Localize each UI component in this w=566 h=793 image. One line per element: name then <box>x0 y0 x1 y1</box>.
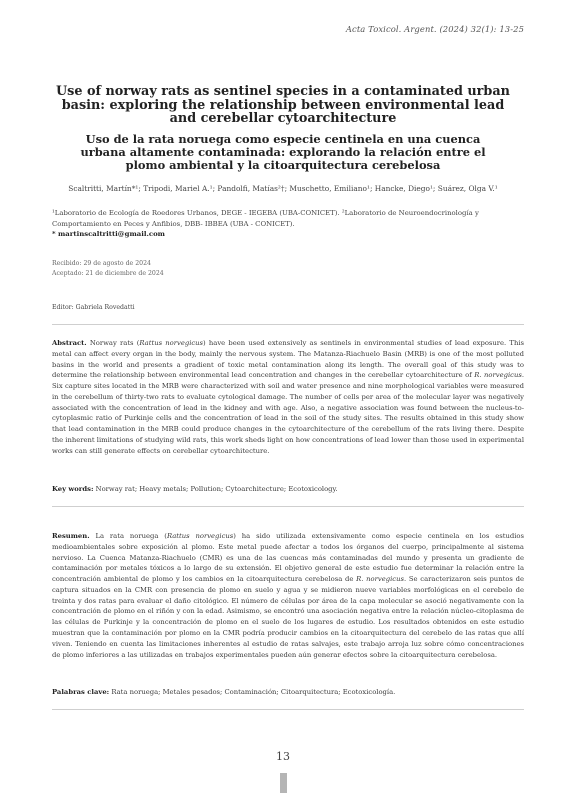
keywords-line <box>52 485 524 493</box>
abstract-text: Norway rats (Rattus norvegicus) have been used extensively as sentinels in environmental studies of lead exposure. This metal can affect every organ in the body, mainly the nervous system. The Matanza-Riachuelo Basin (MRB) is one of the most polluted basins in the world and presents a gradient of toxic metal contamination along its length. The overall goal of this study was to determine the relationship between environmental lead concentration and changes in the cerebellar cytoarchitecture of R. norvegicus. Six capture sites located in the MRB were characterized with soil and water presence and nine morphological variables were measured in the cerebellum of thirty-two rats to evaluate cytological damage. The number of cells per area of the molecular layer was negatively associated with the concentration of lead in the kidney and with age. Also, a negative association was found between the nucleus-to-cytoplasmic ratio of Purkinje cells and the concentration of lead in the soil of the study sites. The results obtained in this study show that lead contamination in the MRB could produce changes in the cytoarchitecture of the cerebellum of the rats living there. Despite the inherent limitations of studying wild rats, this work sheds light on how concentrations of lead lower than those used in experimental works can still generate effects on cerebellar cytoarchitecture. <box>52 339 525 455</box>
page-number: 13 <box>276 750 290 763</box>
keywords-label: Key words: <box>52 485 94 493</box>
journal-name: Acta Toxicol. Argent. <box>345 24 437 34</box>
resumen-label: Resumen. <box>52 532 90 540</box>
affiliations-block <box>52 208 524 240</box>
journal-header <box>346 24 524 34</box>
page-edge-tab <box>280 773 287 793</box>
divider-top <box>52 324 524 325</box>
resumen-text: La rata noruega (Rattus norvegicus) ha sido utilizada extensivamente como especie centinela en los estudios medioambientales sobre exposición al plomo. Este metal puede afectar a todos los órganos del cuerpo, principalmente al sistema nervioso. La Cuenca Matanza-Riachuelo (CMR) es una de las cuencas más contaminadas del mundo y presenta un gradiente de contaminación por metales tóxicos a lo largo de su extensión. El objetivo general de este estudio fue determinar la relación entre la concentración ambiental de plomo y los cambios en la citoarquitectura cerebelosa de R. norvegicus. Se caracterizaron seis puntos de captura situados en la CMR con presencia de plomo en suelo y agua y se midieron nueve variables morfológicas en el cerebelo de treinta y dos ratas para evaluar el daño citológico. El número de células por área de la capa molecular se asoció negativamente con la concentración de plomo en el riñón y con la edad. Asimismo, se encontró una asociación negativa entre la relación núcleo-citoplasma de las células de Purkinje y la concentración de plomo en el suelo de los lugares de estudio. Los resultados obtenidos en este estudio muestran que la contaminación por plomo en la CMR podría producir cambios en la citoarquitectura del cerebelo de las ratas que allí viven. Teniendo en cuenta las limitaciones inherentes al estudio de ratas salvajes, este trabajo arroja luz sobre cómo concentraciones de plomo inferiores a las utilizadas en trabajos experimentales pueden aún generar efectos sobre la citoarquitectura cerebelosa. <box>52 532 525 659</box>
resumen-paragraph <box>52 531 524 660</box>
corresponding-email[interactable]: * martinscaltritti@gmail.com <box>52 230 165 239</box>
divider-middle <box>52 506 524 507</box>
journal-citation: (2024) 32(1): 13-25 <box>439 24 524 34</box>
editor-line: Editor: Gabriela Rovedatti <box>52 304 135 311</box>
title-english: Use of norway rats as sentinel species in a contaminated urban basin: exploring the relationship between environmental lead and cerebellar cytoarchitecture <box>56 84 510 127</box>
palabras-clave-line <box>52 688 524 696</box>
palabras-clave-text: Rata noruega; Metales pesados; Contaminación; Citoarquitectura; Ecotoxicología. <box>111 688 396 696</box>
keywords-text: Norway rat; Heavy metals; Pollution; Cytoarchitecture; Ecotoxicology. <box>95 485 338 493</box>
title-spanish: Uso de la rata noruega como especie centinela en una cuenca urbana altamente contaminada: explorando la relación entre el plomo ambiental y la citoarquitectura cerebelosa <box>80 132 486 172</box>
abstract-label: Abstract. <box>52 339 87 347</box>
affiliations: ¹Laboratorio de Ecología de Roedores Urbanos, DEGE - IEGEBA (UBA-CONICET). ²Laboratorio de Neuroendocrinología y Comportamiento en Peces y Anfibios, DBB- IBBEA (UBA - CONICET). <box>52 209 479 228</box>
dates-block <box>52 259 164 280</box>
divider-bottom <box>52 709 524 710</box>
accepted-date: Aceptado: 21 de diciembre de 2024 <box>52 270 164 278</box>
palabras-clave-label: Palabras clave: <box>52 688 110 696</box>
abstract-paragraph <box>52 338 524 457</box>
received-date: Recibido: 29 de agosto de 2024 <box>52 260 151 267</box>
author-list: Scaltritti, Martín*¹; Tripodi, Mariel A.¹; Pandolfi, Matías²†; Muschetto, Emiliano¹; Hancke, Diego¹; Suárez, Olga V.¹ <box>68 184 498 193</box>
